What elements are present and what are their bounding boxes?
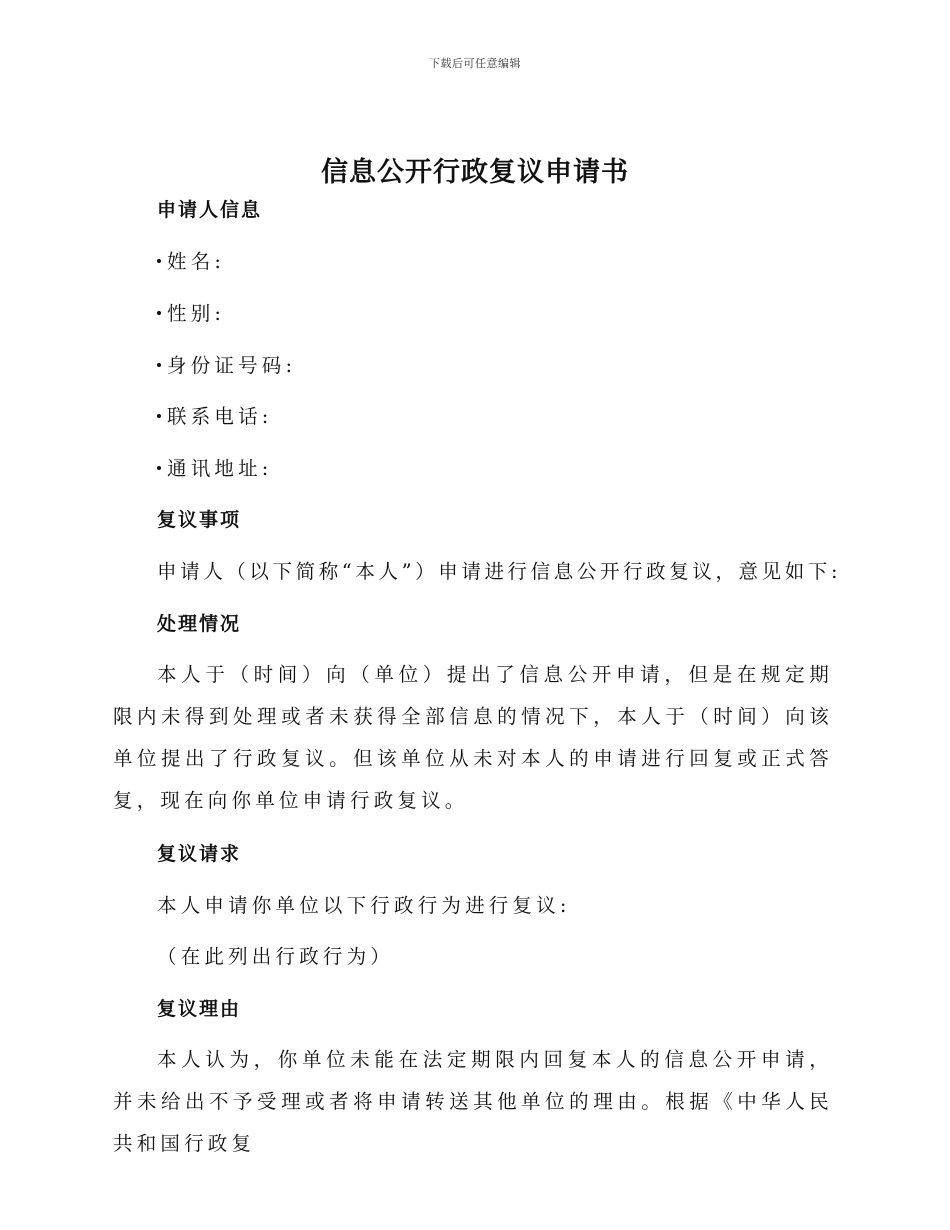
section-heading-matter: 复议事项 xyxy=(157,509,242,531)
bullet-icon xyxy=(157,311,161,315)
field-label: 性别: xyxy=(167,302,226,325)
matter-text: 申请人（以下简称“本人”）申请进行信息公开行政复议，意见如下: xyxy=(157,560,842,583)
field-gender xyxy=(157,302,225,326)
bullet-icon xyxy=(157,259,161,263)
section-heading-reason: 复议理由 xyxy=(157,998,242,1020)
bullet-icon xyxy=(157,363,161,367)
field-address xyxy=(157,457,273,481)
reason-paragraph: 本人认为，你单位未能在法定期限内回复本人的信息公开申请，并未给出不予受理或者将申请转送其他单位的理由。根据《中华人民共和国行政复 xyxy=(113,1048,833,1155)
field-label: 通讯地址: xyxy=(167,457,273,480)
header-note: 下载后可任意编辑 xyxy=(429,57,521,70)
section-heading-applicant: 申请人信息 xyxy=(157,199,263,221)
document-title: 信息公开行政复议申请书 xyxy=(321,157,629,188)
request-text: 本人申请你单位以下行政行为进行复议: xyxy=(157,894,571,917)
field-label: 联系电话: xyxy=(167,405,273,428)
field-phone xyxy=(157,405,273,429)
section-heading-handling: 处理情况 xyxy=(157,613,242,635)
field-label: 姓名: xyxy=(167,250,226,273)
request-placeholder: （在此列出行政行为） xyxy=(157,945,395,968)
handling-paragraph: 本人于（时间）向（单位）提出了信息公开申请，但是在规定期限内未得到处理或者未获得全部信息的情况下，本人于（时间）向该单位提出了行政复议。但该单位从未对本人的申请进行回复或正式答复，现在向你单位申请行政复议。 xyxy=(113,663,833,812)
field-id-number xyxy=(157,354,296,378)
bullet-icon xyxy=(157,414,161,418)
bullet-icon xyxy=(157,466,161,470)
field-name xyxy=(157,250,225,274)
section-heading-request: 复议请求 xyxy=(157,843,242,865)
field-label: 身份证号码: xyxy=(167,354,297,377)
